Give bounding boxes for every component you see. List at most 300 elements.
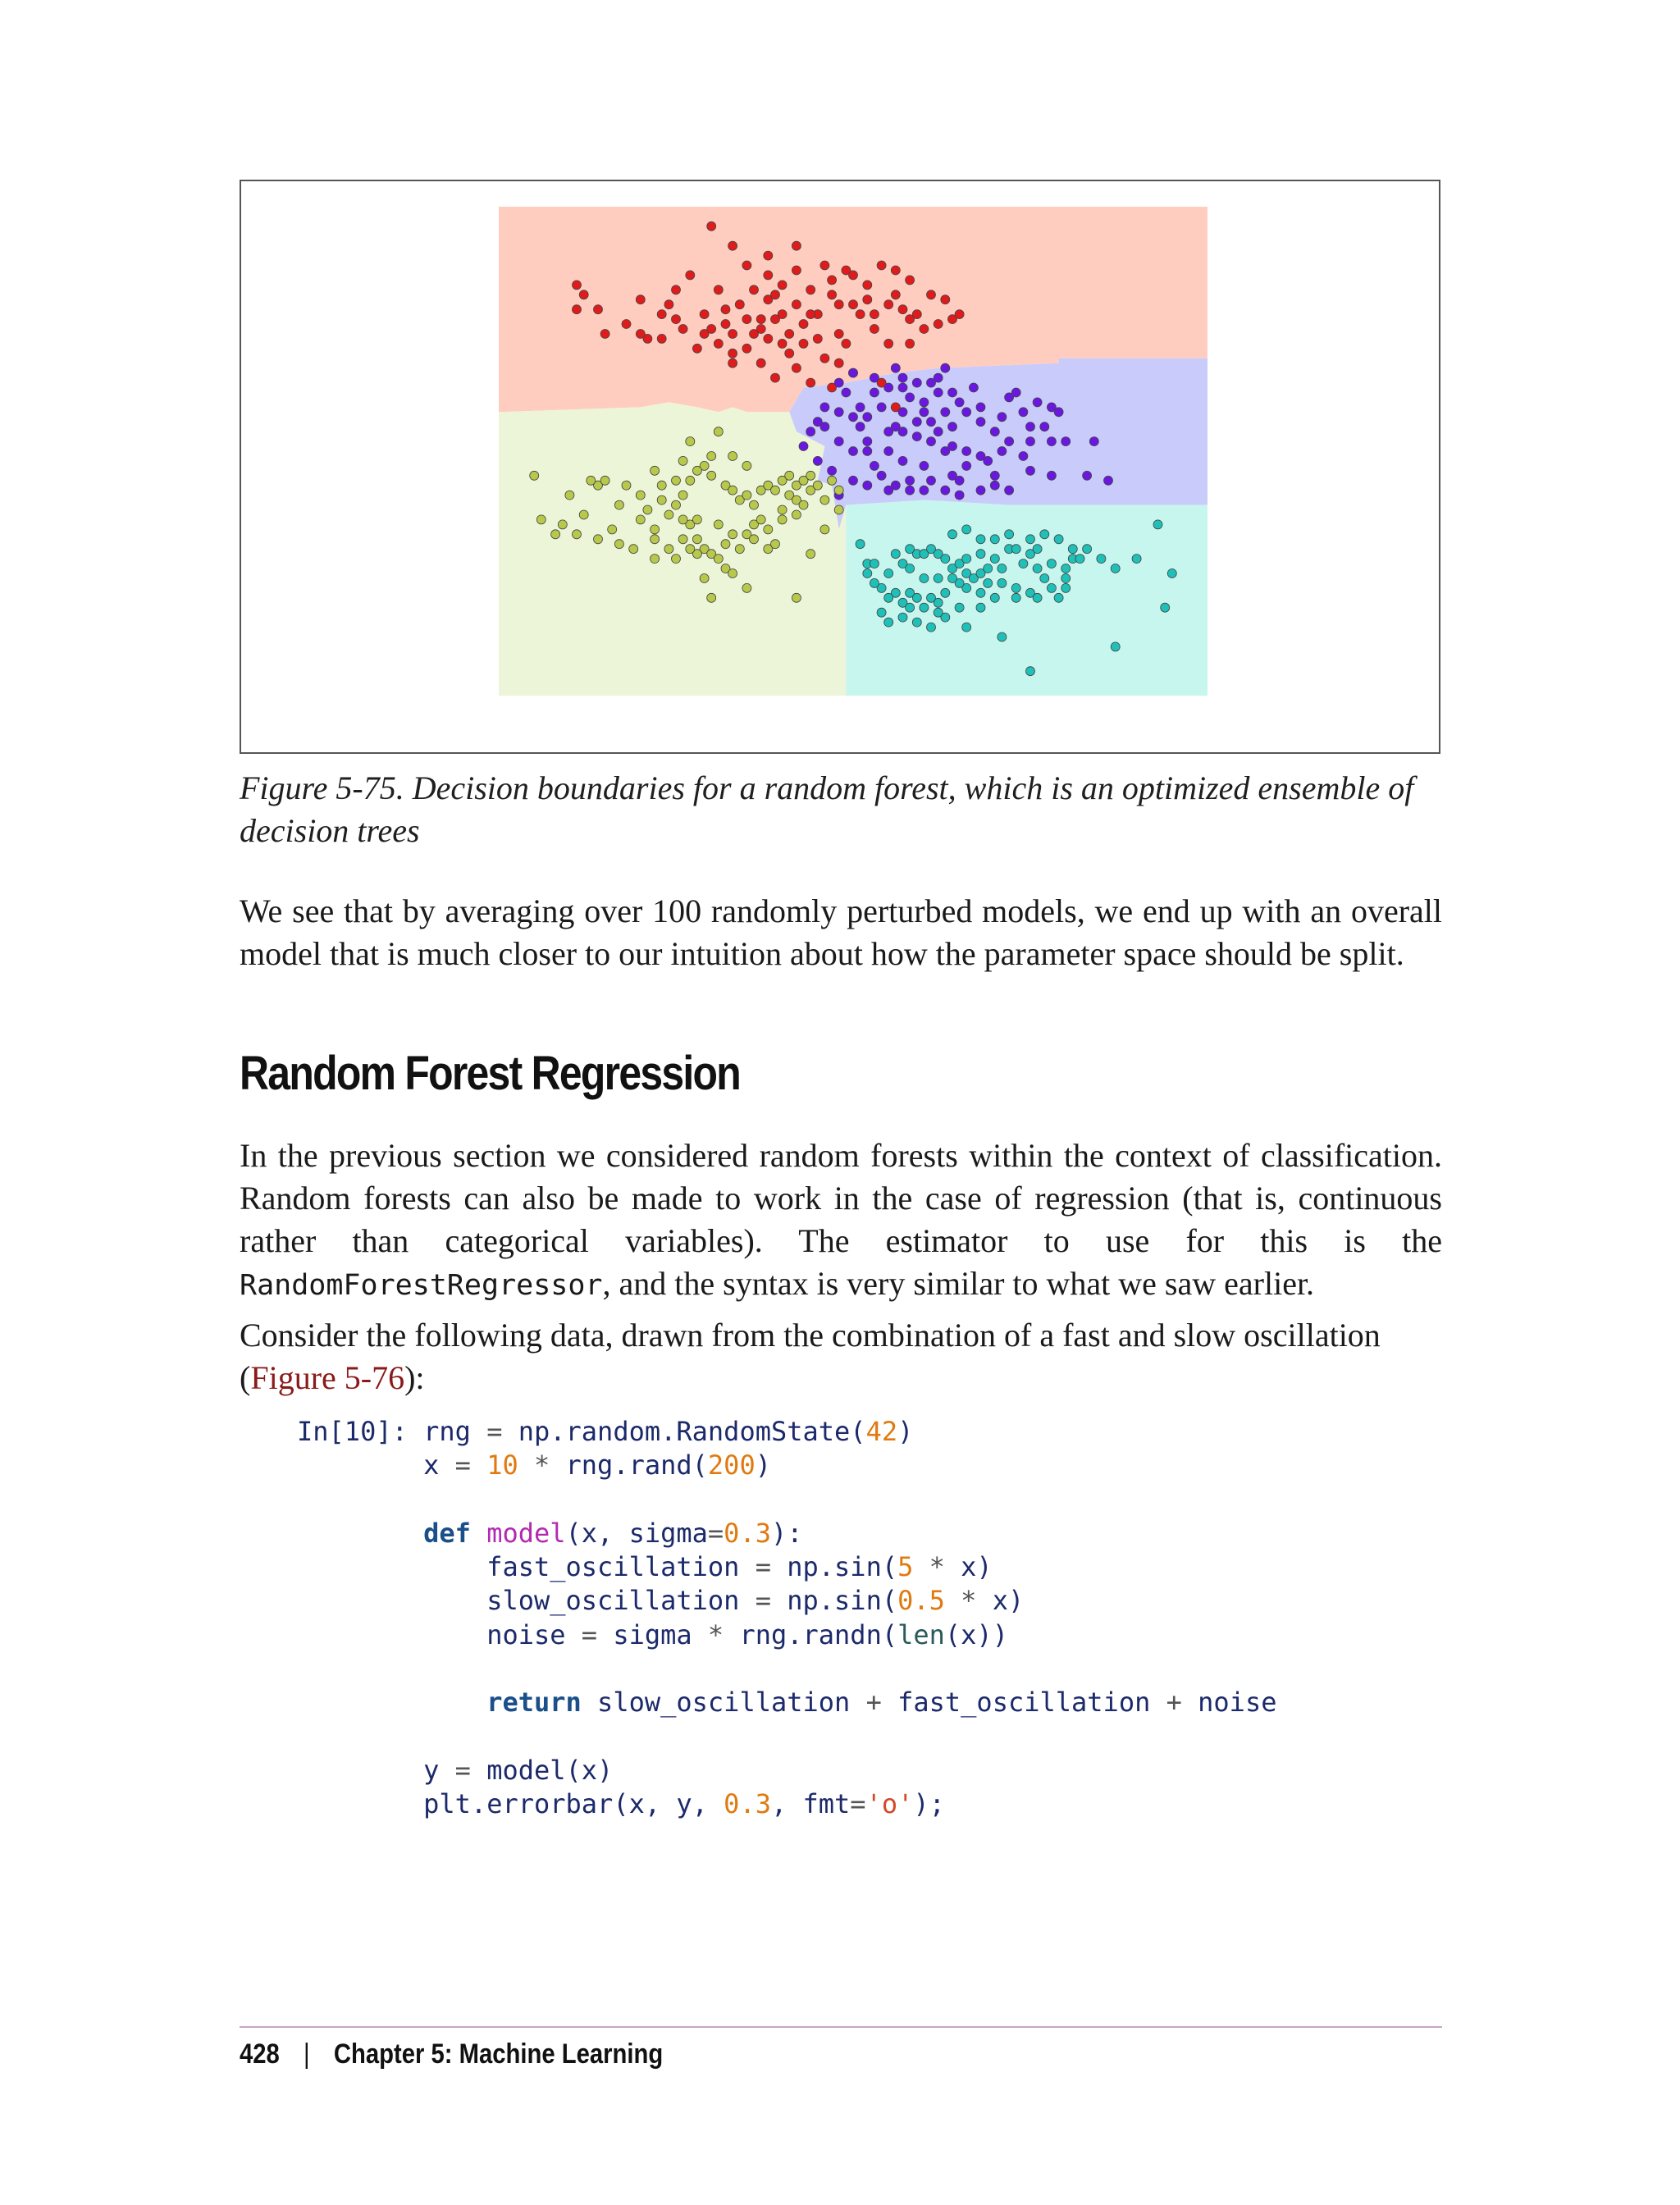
point-purple [912, 378, 921, 387]
point-red [906, 339, 915, 348]
paragraph-consider-data [240, 1314, 1442, 1399]
point-purple [1047, 471, 1056, 480]
point-red [756, 325, 765, 334]
point-red [721, 305, 730, 314]
point-olive [700, 574, 709, 583]
figure-caption: Figure 5-75. Decision boundaries for a random forest, which is an optimized ensemble of decision trees [240, 769, 1414, 849]
point-olive [728, 530, 737, 539]
point-purple [927, 378, 936, 387]
point-olive [714, 427, 723, 436]
paragraph-text: , and the syntax is very similar to what we saw earlier. [602, 1265, 1315, 1302]
footer-separator: | [304, 2038, 310, 2070]
point-purple [1019, 408, 1028, 417]
point-olive [536, 515, 546, 524]
point-red [735, 300, 744, 309]
point-red [778, 281, 787, 290]
point-teal [1019, 559, 1028, 568]
point-olive [629, 545, 638, 554]
paragraph-text: In the previous section we considered random forests within the context of classification. Random forests can also be made to work in the case of regression (that is, continuous rather than categorical variables). The estimator to use for this is the [240, 1137, 1442, 1259]
point-olive [622, 481, 631, 490]
point-teal [962, 623, 971, 632]
point-teal [990, 535, 999, 544]
point-purple [842, 388, 851, 397]
point-teal [1026, 667, 1035, 676]
point-teal [891, 550, 900, 559]
point-purple [863, 413, 872, 422]
point-red [579, 290, 588, 299]
point-purple [920, 486, 929, 495]
point-olive [651, 555, 660, 564]
point-purple [891, 363, 900, 372]
point-teal [906, 588, 915, 597]
footer-rule [240, 2026, 1442, 2028]
decision-boundary-plot [499, 207, 1208, 696]
point-red [820, 354, 829, 363]
point-teal [1061, 564, 1071, 573]
point-purple [834, 437, 843, 446]
point-purple [920, 408, 929, 417]
point-olive [692, 466, 701, 475]
section-heading: Random Forest Regression [240, 1047, 741, 1100]
point-red [728, 358, 737, 368]
point-purple [962, 461, 971, 470]
point-red [941, 295, 950, 304]
point-purple [934, 388, 943, 397]
point-teal [870, 578, 879, 587]
point-teal [1075, 555, 1084, 564]
point-teal [877, 608, 886, 617]
point-olive [742, 491, 751, 500]
point-purple [849, 476, 858, 485]
point-teal [1011, 593, 1020, 602]
point-teal [962, 555, 971, 564]
point-red [870, 325, 879, 334]
point-olive [707, 452, 716, 461]
point-purple [1047, 437, 1056, 446]
paragraph-text: Consider the following data, drawn from the combination of a fast and slow oscillation ( [240, 1317, 1381, 1396]
figure-link[interactable]: Figure 5-76 [250, 1359, 405, 1396]
point-teal [1011, 583, 1020, 592]
point-olive [657, 495, 666, 504]
point-teal [1033, 593, 1042, 602]
point-teal [1033, 564, 1042, 573]
point-teal [898, 613, 907, 622]
point-purple [863, 481, 872, 490]
point-red [792, 266, 801, 275]
point-olive [614, 500, 623, 509]
point-purple [1104, 476, 1113, 485]
point-purple [898, 456, 907, 465]
point-teal [984, 564, 993, 573]
point-purple [898, 383, 907, 392]
point-red [714, 285, 723, 294]
point-purple [1089, 437, 1098, 446]
point-olive [657, 481, 666, 490]
point-olive [664, 510, 673, 519]
point-teal [906, 545, 915, 554]
point-red [813, 334, 822, 343]
point-olive [672, 555, 681, 564]
point-olive [678, 515, 687, 524]
point-red [771, 373, 780, 382]
point-olive [707, 471, 716, 480]
code-prompt: In[10]: [297, 1416, 424, 1447]
point-olive [771, 486, 780, 495]
point-red [600, 330, 609, 339]
point-olive [692, 515, 701, 524]
point-teal [998, 578, 1007, 587]
point-red [898, 305, 907, 314]
point-purple [941, 447, 950, 456]
point-red [785, 349, 794, 358]
point-purple [906, 476, 915, 485]
point-red [742, 344, 751, 353]
point-purple [806, 427, 815, 436]
point-red [834, 358, 843, 368]
point-teal [856, 540, 865, 549]
point-red [891, 266, 900, 275]
point-olive [721, 540, 730, 549]
point-red [594, 305, 603, 314]
point-olive [834, 505, 843, 514]
point-olive [785, 471, 794, 480]
point-olive [806, 550, 815, 559]
point-teal [1047, 583, 1056, 592]
point-red [884, 339, 893, 348]
region-purple [789, 358, 1208, 530]
point-olive [714, 555, 723, 564]
point-red [636, 295, 645, 304]
point-olive [614, 540, 623, 549]
point-red [657, 310, 666, 319]
point-olive [551, 530, 560, 539]
point-purple [870, 388, 879, 397]
point-teal [1054, 593, 1063, 602]
point-red [707, 221, 716, 231]
point-teal [1167, 569, 1176, 578]
point-red [672, 315, 681, 324]
point-red [728, 330, 737, 339]
point-red [756, 315, 765, 324]
point-red [700, 310, 709, 319]
point-olive [651, 466, 660, 475]
point-red [785, 330, 794, 339]
point-olive [750, 500, 759, 509]
point-olive [686, 476, 695, 485]
point-red [842, 339, 851, 348]
point-olive [672, 500, 681, 509]
point-red [678, 325, 687, 334]
point-purple [906, 393, 915, 402]
point-teal [976, 603, 985, 612]
point-purple [920, 461, 929, 470]
point-teal [1132, 555, 1141, 564]
point-olive [692, 535, 701, 544]
point-teal [863, 569, 872, 578]
point-teal [884, 618, 893, 627]
point-red [834, 300, 843, 309]
point-teal [1011, 545, 1020, 554]
point-teal [1111, 564, 1120, 573]
point-red [573, 281, 582, 290]
point-purple [870, 373, 879, 382]
point-red [742, 315, 751, 324]
point-purple [962, 408, 971, 417]
point-teal [927, 593, 936, 602]
point-olive [686, 545, 695, 554]
point-purple [1019, 452, 1028, 461]
point-teal [990, 555, 999, 564]
point-purple [1033, 398, 1042, 407]
point-purple [990, 471, 999, 480]
point-purple [856, 403, 865, 412]
point-red [912, 310, 921, 319]
point-olive [643, 505, 652, 514]
point-teal [1040, 530, 1049, 539]
point-red [849, 271, 858, 280]
point-olive [636, 515, 645, 524]
point-olive [778, 515, 787, 524]
point-purple [863, 437, 872, 446]
point-purple [1083, 471, 1092, 480]
point-olive [558, 520, 567, 529]
point-teal [906, 603, 915, 612]
point-teal [998, 564, 1007, 573]
point-olive [678, 456, 687, 465]
point-purple [990, 481, 999, 490]
point-teal [1026, 535, 1035, 544]
point-purple [891, 481, 900, 490]
point-purple [820, 403, 829, 412]
point-teal [884, 569, 893, 578]
point-olive [579, 510, 588, 519]
point-olive [594, 535, 603, 544]
point-olive [735, 545, 744, 554]
point-olive [565, 491, 574, 500]
point-purple [998, 447, 1007, 456]
paragraph-text: ): [404, 1359, 425, 1396]
point-olive [651, 535, 660, 544]
point-teal [920, 574, 929, 583]
point-olive [714, 520, 723, 529]
point-olive [678, 535, 687, 544]
point-red [863, 295, 872, 304]
paragraph-regression [240, 1134, 1442, 1307]
point-purple [898, 373, 907, 382]
point-teal [1068, 545, 1077, 554]
point-purple [898, 408, 907, 417]
point-red [771, 290, 780, 299]
point-olive [728, 486, 737, 495]
point-teal [920, 603, 929, 612]
point-olive [806, 471, 815, 480]
point-red [686, 271, 695, 280]
point-purple [1054, 408, 1063, 417]
point-red [714, 339, 723, 348]
point-purple [834, 408, 843, 417]
point-purple [920, 398, 929, 407]
point-red [622, 320, 631, 329]
point-purple [998, 413, 1007, 422]
point-teal [976, 550, 985, 559]
point-olive [600, 476, 609, 485]
point-purple [1026, 422, 1035, 431]
point-olive [587, 476, 596, 485]
point-teal [906, 564, 915, 573]
point-red [799, 339, 808, 348]
point-teal [870, 559, 879, 568]
point-purple [877, 471, 886, 480]
point-purple [948, 422, 957, 431]
point-olive [742, 461, 751, 470]
point-red [664, 300, 673, 309]
point-red [778, 339, 787, 348]
point-olive [756, 515, 765, 524]
point-olive [530, 471, 539, 480]
point-purple [863, 447, 872, 456]
point-purple [813, 418, 822, 427]
point-red [828, 290, 837, 299]
point-teal [955, 603, 964, 612]
point-purple [1026, 466, 1035, 475]
paragraph-averaging: We see that by averaging over 100 randomly perturbed models, we end up with an overall model that is much closer to our intuition about how the parameter space should be split. [240, 892, 1442, 972]
point-red [721, 320, 730, 329]
point-olive [678, 491, 687, 500]
point-red [778, 310, 787, 319]
point-olive [664, 545, 673, 554]
point-teal [948, 574, 957, 583]
point-red [806, 285, 815, 294]
point-teal [912, 618, 921, 627]
point-olive [828, 476, 837, 485]
point-red [955, 310, 964, 319]
point-olive [651, 525, 660, 534]
point-teal [1153, 520, 1162, 529]
point-olive [792, 593, 801, 602]
point-purple [799, 442, 808, 451]
point-teal [1097, 555, 1106, 564]
point-purple [834, 378, 843, 387]
point-red [820, 261, 829, 270]
point-purple [906, 486, 915, 495]
point-purple [849, 447, 858, 456]
point-olive [771, 540, 780, 549]
point-red [870, 310, 879, 319]
point-purple [948, 388, 957, 397]
point-purple [849, 413, 858, 422]
point-teal [1083, 545, 1092, 554]
point-olive [686, 437, 695, 446]
point-teal [1111, 642, 1120, 651]
point-red [742, 261, 751, 270]
point-red [934, 320, 943, 329]
point-teal [1061, 574, 1071, 583]
point-purple [1005, 486, 1014, 495]
point-teal [934, 608, 943, 617]
point-red [700, 330, 709, 339]
point-olive [792, 510, 801, 519]
point-purple [955, 476, 964, 485]
point-red [573, 305, 582, 314]
point-purple [927, 437, 936, 446]
point-purple [976, 486, 985, 495]
point-red [806, 310, 815, 319]
point-purple [856, 422, 865, 431]
point-purple [1061, 437, 1071, 446]
point-purple [813, 456, 822, 465]
point-red [856, 310, 865, 319]
point-purple [934, 427, 943, 436]
point-olive [799, 500, 808, 509]
point-red [806, 378, 815, 387]
point-red [863, 281, 872, 290]
point-red [792, 300, 801, 309]
point-purple [877, 403, 886, 412]
point-red [834, 330, 843, 339]
point-red [792, 363, 801, 372]
point-purple [1005, 437, 1014, 446]
code-block: In[10]: rng = np.random.RandomState(42) x = 10 * rng.rand(200) def model(x, sigma=0.3): fast_oscillation = np.sin(5 * x) slow_oscillation = np.sin(0.5 * x) noise = sigma * rng.randn(len(x)) return slow_oscillation + fast_oscillation + noise y = model(x) plt.errorbar(x, y, 0.3, fmt='o'); [297, 1416, 1277, 1820]
point-teal [962, 525, 971, 534]
point-teal [990, 593, 999, 602]
point-purple [990, 427, 999, 436]
point-purple [955, 491, 964, 500]
point-olive [728, 569, 737, 578]
point-teal [976, 588, 985, 597]
point-red [764, 251, 773, 260]
point-olive [608, 525, 617, 534]
point-olive [728, 452, 737, 461]
inline-code-estimator: RandomForestRegressor [240, 1269, 603, 1302]
point-red [828, 276, 837, 285]
point-red [877, 261, 886, 270]
point-red [799, 320, 808, 329]
point-purple [1026, 437, 1035, 446]
point-red [672, 285, 681, 294]
point-purple [912, 418, 921, 427]
point-olive [820, 525, 829, 534]
point-teal [941, 555, 950, 564]
point-olive [764, 525, 773, 534]
point-purple [849, 368, 858, 377]
point-purple [884, 447, 893, 456]
point-teal [1061, 583, 1071, 592]
point-teal [948, 530, 957, 539]
point-purple [955, 398, 964, 407]
point-teal [1047, 559, 1056, 568]
point-red [920, 325, 929, 334]
point-red [764, 271, 773, 280]
point-teal [984, 578, 993, 587]
point-purple [941, 486, 950, 495]
point-olive [778, 505, 787, 514]
point-red [750, 285, 759, 294]
point-purple [976, 403, 985, 412]
point-teal [1054, 535, 1063, 544]
point-purple [976, 418, 985, 427]
point-olive [742, 583, 751, 592]
point-teal [998, 632, 1007, 641]
point-teal [927, 623, 936, 632]
point-teal [976, 535, 985, 544]
point-purple [969, 383, 978, 392]
point-teal [1005, 530, 1014, 539]
point-red [728, 349, 737, 358]
point-olive [707, 593, 716, 602]
point-teal [941, 588, 950, 597]
point-teal [1161, 603, 1170, 612]
point-purple [870, 461, 879, 470]
